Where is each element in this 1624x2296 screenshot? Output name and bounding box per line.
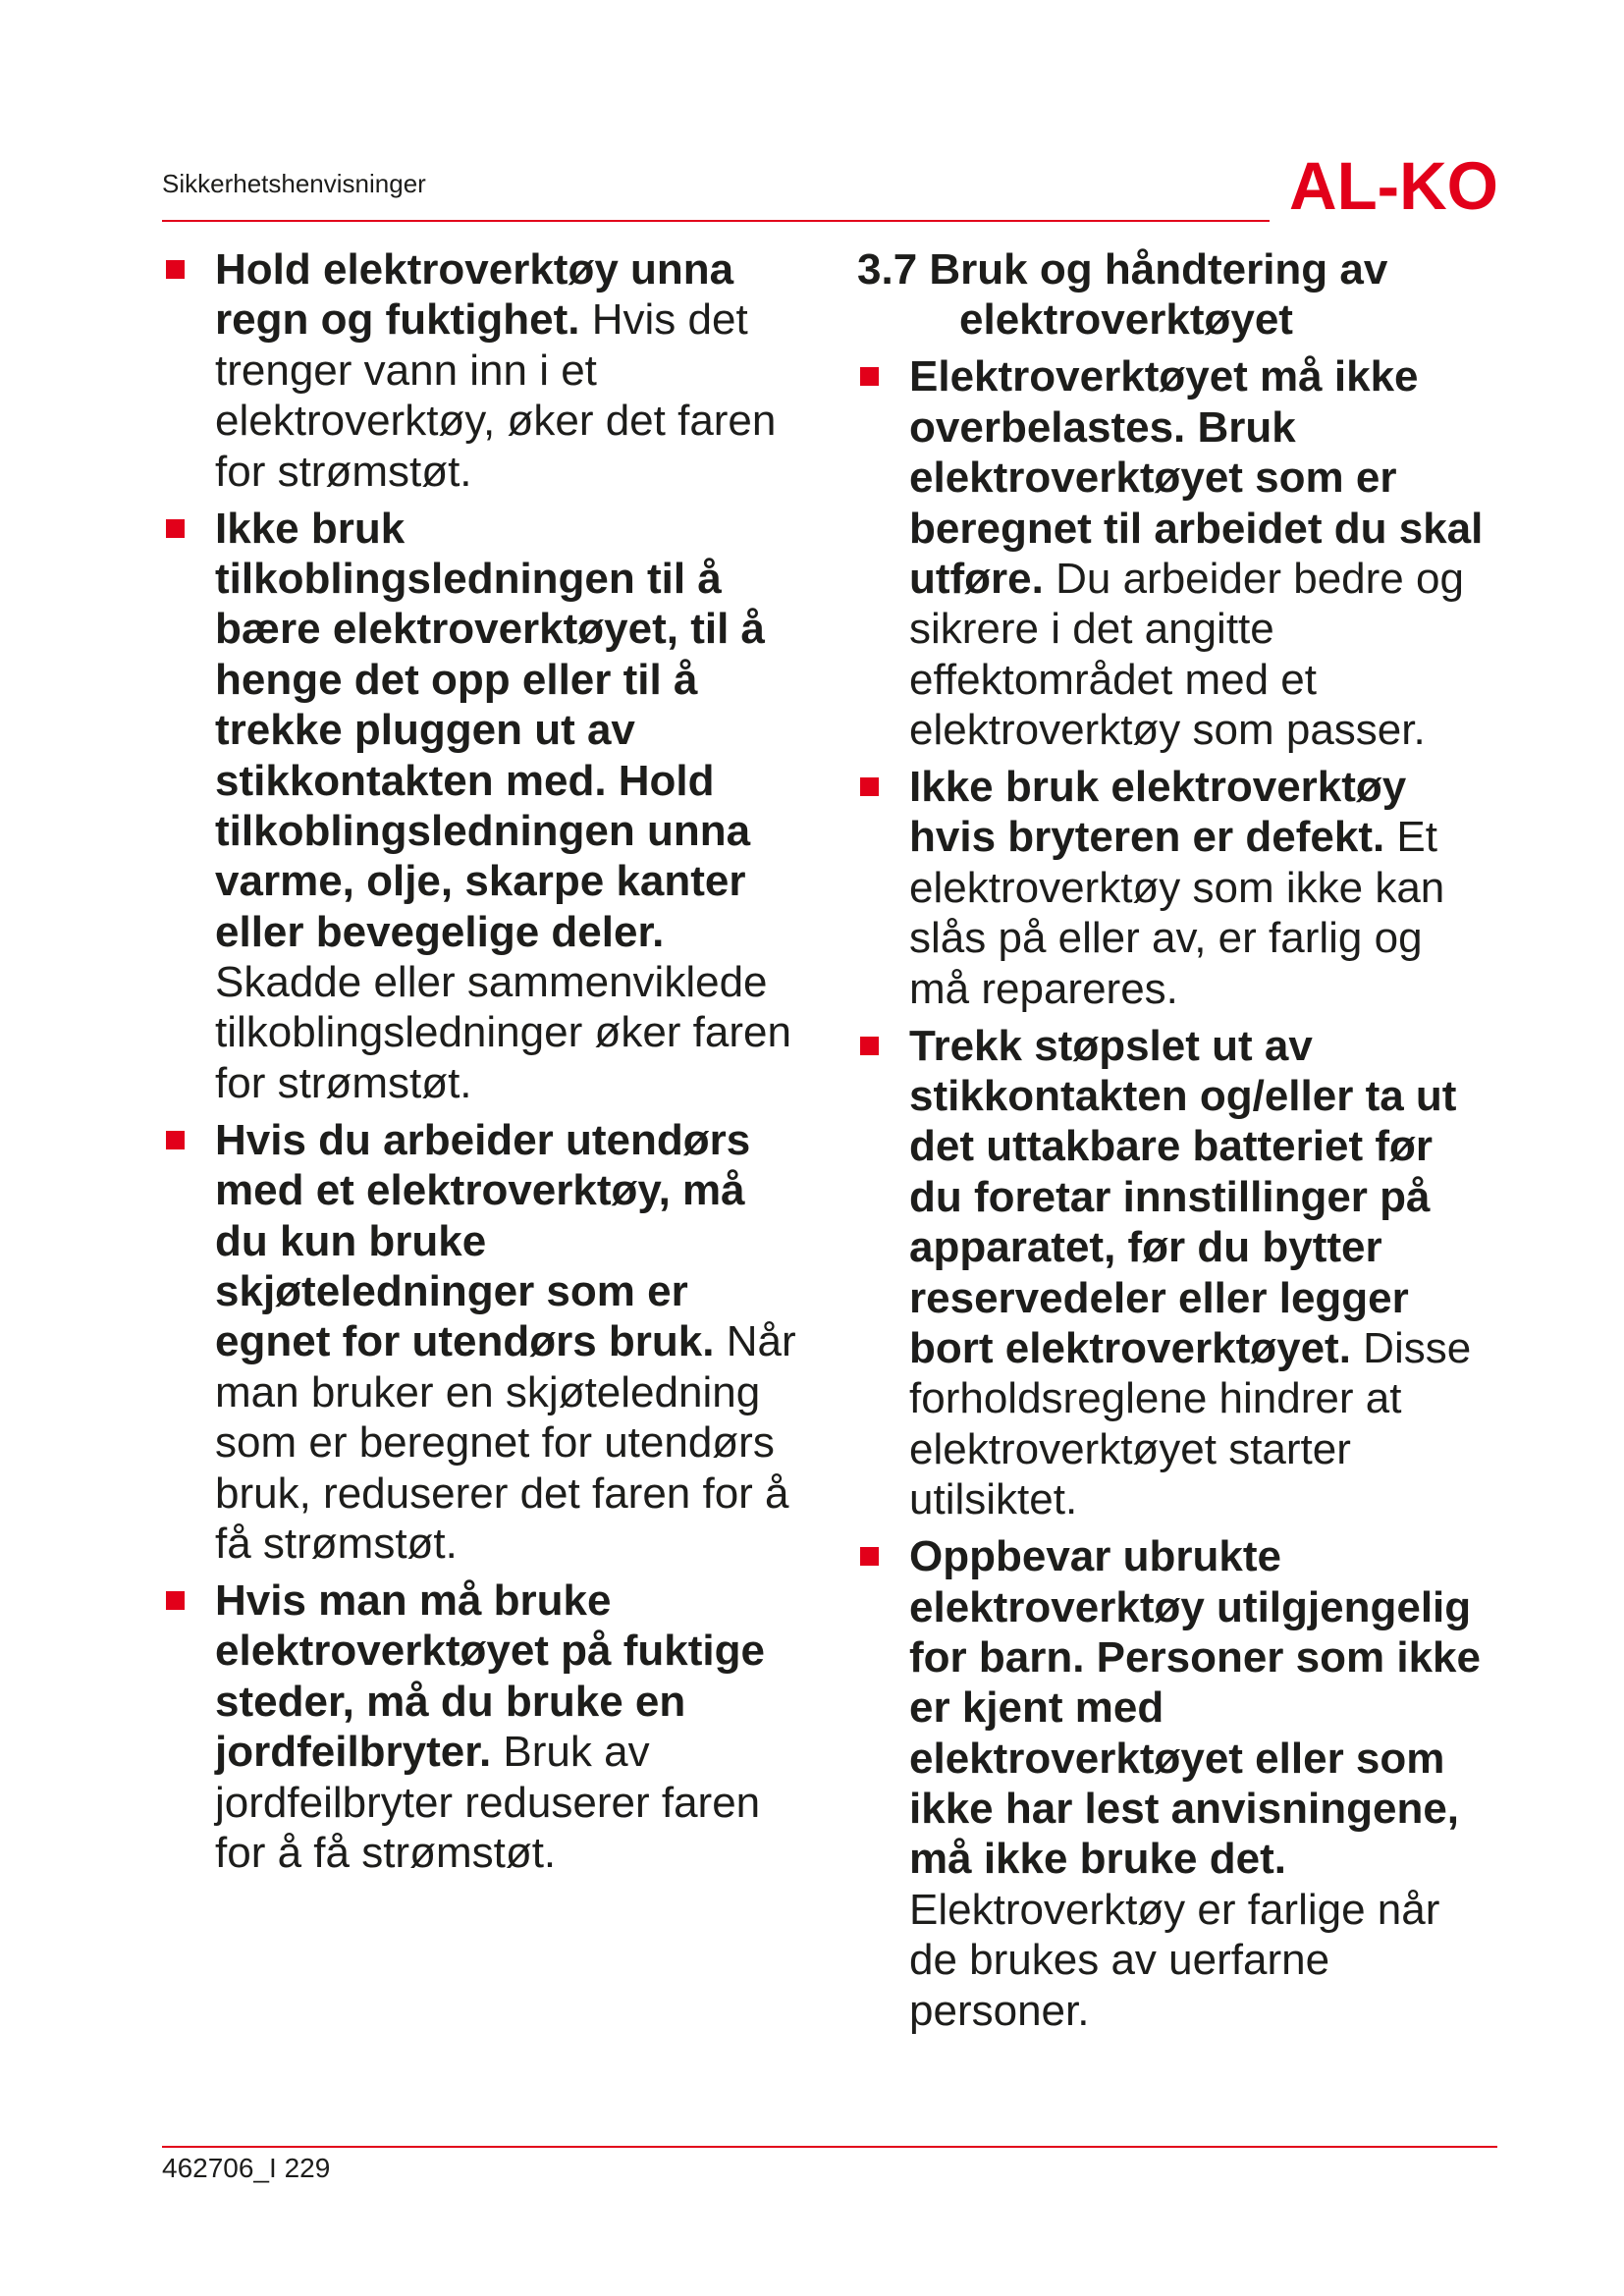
section-heading (857, 244, 1483, 346)
text-line (215, 1626, 796, 1676)
body-text: som er beregnet for utendørs (215, 1418, 775, 1468)
text-line (215, 655, 796, 705)
text-line (909, 812, 1483, 862)
bold-text: jordfeilbryter. (215, 1728, 492, 1777)
text-line (215, 1417, 796, 1468)
body-text: trenger vann inn i et (215, 346, 597, 395)
text-line (215, 1007, 796, 1057)
text-line (909, 762, 1483, 812)
text-line (909, 1424, 1483, 1474)
body-text: elektroverktøy som passer. (909, 706, 1426, 755)
text-line (215, 1828, 796, 1878)
bullet-square-icon (166, 1131, 185, 1149)
body-text: Et (1384, 813, 1437, 862)
text-line (909, 655, 1483, 705)
right-column (857, 244, 1484, 2043)
bold-text: eller bevegelige deler. (215, 907, 665, 956)
bold-text: reservedeler eller legger (909, 1273, 1409, 1322)
text-line (909, 1021, 1483, 1071)
bullet-square-icon (166, 519, 185, 538)
text-line (215, 907, 796, 957)
bold-text: stikkontakten og/eller ta ut (909, 1072, 1457, 1121)
text-line (909, 1935, 1483, 1985)
body-text: for strømstøt. (215, 447, 472, 496)
bold-text: er kjent med (909, 1683, 1164, 1733)
bold-text: henge det opp eller til å (215, 655, 698, 704)
text-line (215, 806, 796, 856)
bold-text: utføre. (909, 554, 1044, 603)
text-line (215, 1468, 796, 1519)
text-line (215, 1165, 796, 1215)
bold-text: egnet for utendørs bruk. (215, 1317, 715, 1366)
safety-instruction-item (860, 1021, 1483, 1525)
text-line (215, 705, 796, 755)
text-line (215, 1727, 796, 1777)
body-text: forholdsreglene hindrer at (909, 1374, 1402, 1423)
bullet-square-icon (166, 1591, 185, 1610)
bold-text: du kun bruke (215, 1216, 487, 1265)
bold-text: Oppbevar ubrukte (909, 1532, 1281, 1581)
body-text: utilsiktet. (909, 1475, 1078, 1524)
text-line (909, 913, 1483, 963)
body-text: Disse (1350, 1323, 1472, 1372)
text-line (215, 957, 796, 1007)
bold-text: trekke pluggen ut av (215, 706, 635, 755)
text-line (909, 402, 1483, 453)
text-line (215, 1266, 796, 1316)
body-text: personer. (909, 1986, 1090, 2035)
safety-instruction-item (166, 1115, 796, 1570)
header-divider (162, 220, 1270, 222)
body-text: få strømstøt. (215, 1519, 458, 1568)
text-line (215, 1058, 796, 1108)
safety-instruction-item (166, 1575, 796, 1878)
bold-text: bort elektroverktøyet. (909, 1323, 1351, 1372)
bold-text: skjøteledninger som er (215, 1267, 688, 1315)
bullet-square-icon (860, 1547, 879, 1566)
text-line (909, 1682, 1483, 1733)
footer-divider (162, 2146, 1497, 2148)
bold-text: elektroverktøyet på fuktige (215, 1627, 765, 1676)
bold-text: apparatet, før du bytter (909, 1223, 1382, 1272)
safety-instruction-item (860, 762, 1483, 1014)
text-line (215, 244, 796, 294)
bold-text: Trekk støpslet ut av (909, 1021, 1313, 1070)
body-text: de brukes av uerfarne (909, 1936, 1330, 1985)
text-line (909, 863, 1483, 913)
body-text: Skadde eller sammenviklede (215, 958, 768, 1007)
text-line (909, 964, 1483, 1014)
body-text: Når (714, 1317, 796, 1366)
bold-text: må ikke bruke det. (909, 1835, 1286, 1884)
body-text: sikrere i det angitte (909, 605, 1274, 654)
bullet-square-icon (860, 367, 879, 386)
text-line (215, 1575, 796, 1626)
text-line (909, 453, 1483, 503)
section-title: Sikkerhetshenvisninger (162, 169, 426, 198)
text-line (215, 1367, 796, 1417)
body-text: jordfeilbryter reduserer faren (215, 1778, 761, 1827)
bold-text: Ikke bruk (215, 504, 406, 553)
body-text: elektroverktøy som ikke kan (909, 863, 1445, 912)
bold-text: elektroverktøyet eller som (909, 1734, 1445, 1783)
body-text: Du arbeider bedre og (1043, 554, 1464, 603)
text-line (909, 1784, 1483, 1834)
bold-text: hvis bryteren er defekt. (909, 813, 1385, 862)
text-line (909, 1071, 1483, 1121)
bold-text: med et elektroverktøy, må (215, 1166, 745, 1215)
text-line (909, 604, 1483, 654)
bold-text: steder, må du bruke en (215, 1677, 686, 1726)
alko-logo (1288, 157, 1500, 212)
text-line (909, 1121, 1483, 1171)
bullet-square-icon (860, 1037, 879, 1055)
left-column (166, 244, 796, 1885)
text-line (909, 1885, 1483, 1935)
bold-text: bære elektroverktøyet, til å (215, 605, 766, 654)
bold-text: for barn. Personer som ikke (909, 1632, 1481, 1682)
text-line (215, 756, 796, 806)
text-line (909, 1323, 1483, 1373)
text-line (909, 1222, 1483, 1272)
body-text: må repareres. (909, 964, 1178, 1013)
text-line (215, 504, 796, 554)
bold-text: tilkoblingsledningen unna (215, 806, 751, 855)
text-line (909, 504, 1483, 554)
text-line (909, 1632, 1483, 1682)
text-line (215, 447, 796, 497)
bold-text: det uttakbare batteriet før (909, 1122, 1433, 1171)
text-line (215, 554, 796, 604)
body-text: Bruk av (491, 1728, 650, 1777)
text-line (909, 1531, 1483, 1581)
bold-text: du foretar innstillinger på (909, 1172, 1431, 1221)
text-line (909, 1273, 1483, 1323)
safety-instruction-item (860, 1531, 1483, 2036)
text-line (215, 1115, 796, 1165)
body-text: bruk, reduserer det faren for å (215, 1468, 789, 1518)
text-line (909, 1834, 1483, 1884)
text-line (215, 1677, 796, 1727)
body-text: for å få strømstøt. (215, 1828, 557, 1877)
safety-instruction-item (166, 244, 796, 497)
text-line (215, 396, 796, 446)
page-reference: 462706_I 229 (162, 2153, 331, 2183)
bold-text: Ikke bruk elektroverktøy (909, 763, 1407, 812)
text-line (215, 604, 796, 654)
bold-text: tilkoblingsledningen til å (215, 554, 722, 603)
bold-text: Hvis man må bruke (215, 1575, 612, 1625)
alko-logo-text: AL-KO (1289, 157, 1498, 212)
bold-text: overbelastes. Bruk (909, 402, 1296, 452)
bold-text: varme, olje, skarpe kanter (215, 857, 746, 906)
bold-text: beregnet til arbeidet du skal (909, 504, 1484, 553)
body-text: Hvis det (579, 295, 748, 345)
bold-text: elektroverktøy utilgjengelig (909, 1582, 1472, 1631)
text-line (215, 1316, 796, 1366)
text-line (909, 1582, 1483, 1632)
body-text: effektområdet med et (909, 655, 1317, 704)
text-line (215, 1778, 796, 1828)
text-line (909, 1373, 1483, 1423)
bullet-square-icon (860, 777, 879, 796)
bullet-square-icon (166, 260, 185, 279)
text-line (215, 1216, 796, 1266)
text-line (909, 705, 1483, 755)
text-line (215, 1519, 796, 1569)
bold-text: ikke har lest anvisningene, (909, 1785, 1460, 1834)
heading-line: elektroverktøyet (959, 295, 1293, 345)
body-text: elektroverktøy, øker det faren (215, 397, 777, 446)
bold-text: stikkontakten med. Hold (215, 756, 715, 805)
body-text: for strømstøt. (215, 1058, 472, 1107)
bold-text: Hvis du arbeider utendørs (215, 1115, 751, 1164)
bold-text: elektroverktøyet som er (909, 454, 1397, 503)
text-line (215, 856, 796, 906)
text-line (215, 346, 796, 396)
bold-text: regn og fuktighet. (215, 295, 580, 345)
heading-line: 3.7 Bruk og håndtering av (857, 245, 1388, 294)
text-line (909, 1986, 1483, 2036)
body-text: slås på eller av, er farlig og (909, 914, 1423, 963)
bold-text: Hold elektroverktøy unna (215, 245, 734, 294)
body-text: Elektroverktøy er farlige når (909, 1885, 1440, 1934)
body-text: elektroverktøyet starter (909, 1424, 1351, 1473)
text-line (909, 1172, 1483, 1222)
text-line (909, 351, 1483, 401)
text-line (215, 294, 796, 345)
safety-instruction-item (166, 504, 796, 1109)
body-text: man bruker en skjøteledning (215, 1367, 761, 1416)
safety-instruction-item (860, 351, 1483, 755)
text-line (909, 554, 1483, 604)
bold-text: Elektroverktøyet må ikke (909, 352, 1419, 401)
text-line (909, 1734, 1483, 1784)
text-line (909, 1474, 1483, 1524)
body-text: tilkoblingsledninger øker faren (215, 1008, 791, 1057)
